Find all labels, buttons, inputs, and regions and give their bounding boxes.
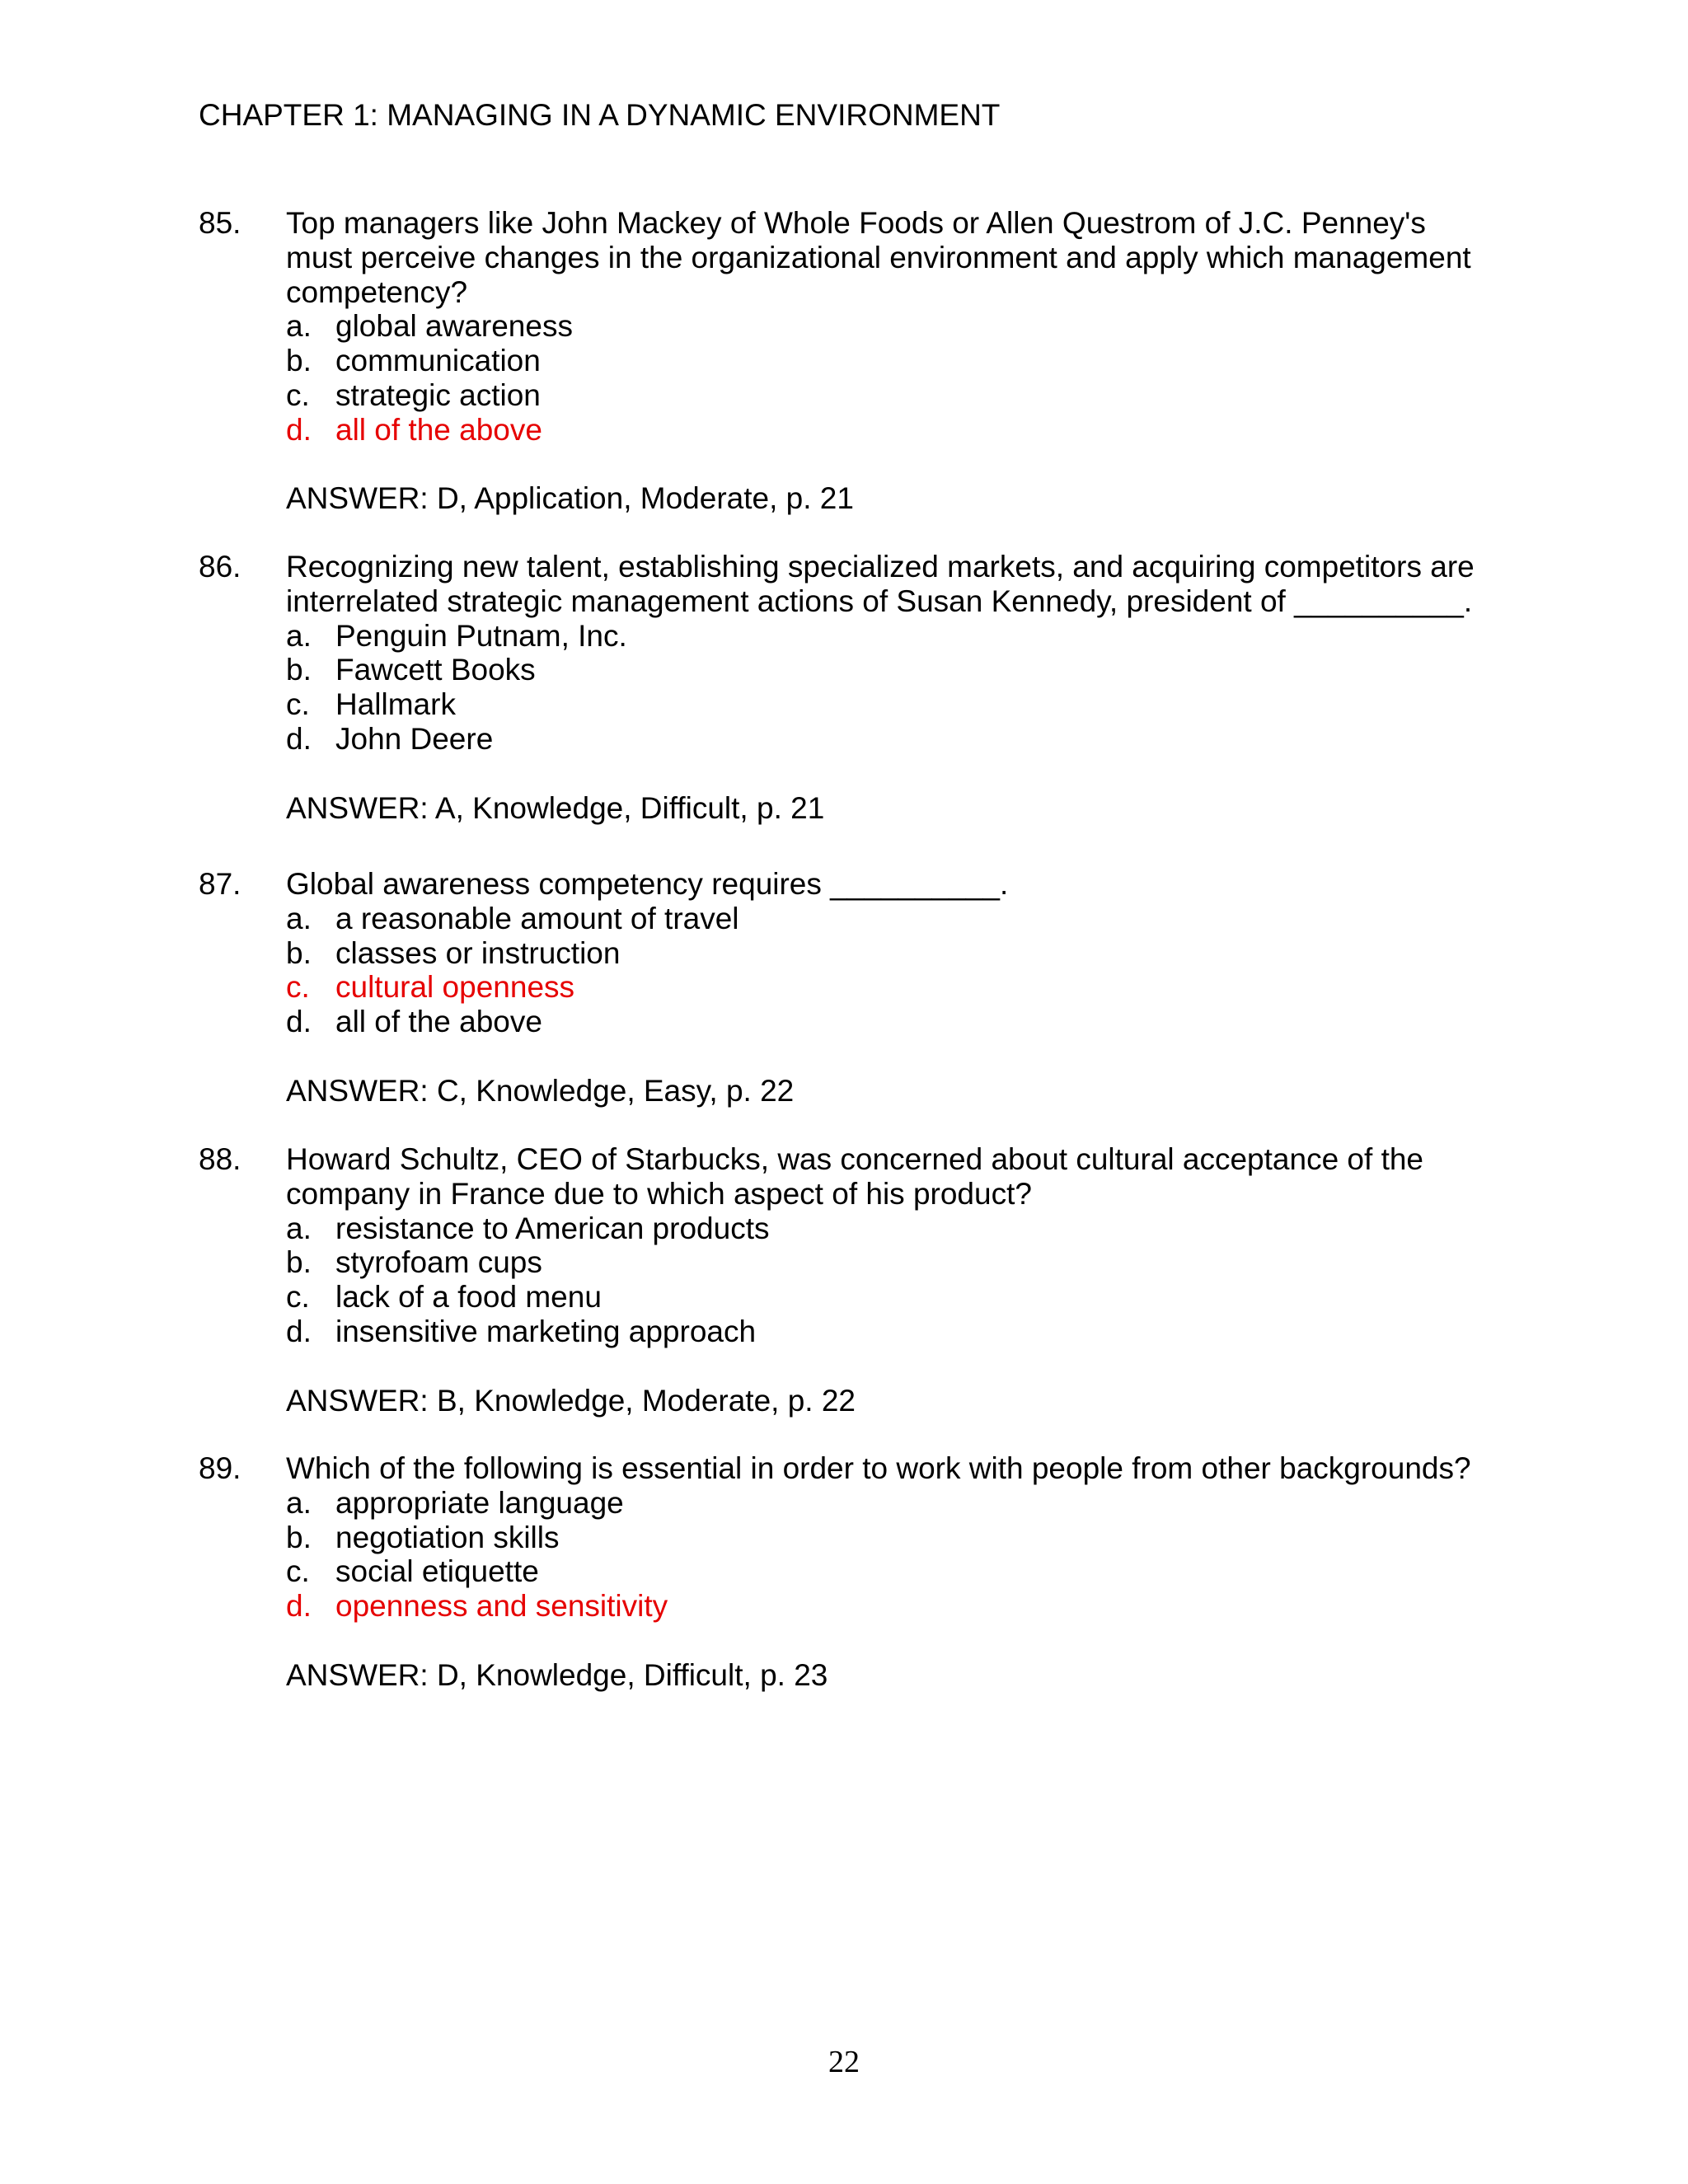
option-letter: b. — [286, 935, 312, 970]
option-text: negotiation skills — [335, 1520, 560, 1554]
question-body — [286, 867, 1493, 1108]
option-letter: d. — [286, 412, 312, 447]
answer-line: ANSWER: D, Knowledge, Difficult, p. 23 — [286, 1657, 828, 1692]
option-b — [286, 1521, 1493, 1555]
option-c — [286, 1554, 1493, 1589]
option-letter: c. — [286, 1280, 310, 1315]
question-88 — [199, 1142, 1493, 1418]
question-89 — [199, 1451, 1493, 1693]
option-letter: c. — [286, 377, 310, 412]
option-b — [286, 344, 1493, 378]
answer-line: ANSWER: D, Application, Moderate, p. 21 — [286, 481, 854, 516]
option-text: Penguin Putnam, Inc. — [335, 618, 627, 653]
chapter-title: CHAPTER 1: MANAGING IN A DYNAMIC ENVIRONMENT — [199, 98, 1001, 132]
option-letter: d. — [286, 1314, 312, 1348]
option-text: all of the above — [335, 412, 542, 447]
question-text: Which of the following is essential in order to work with people from other backgrounds? — [286, 1451, 1471, 1485]
option-text: classes or instruction — [335, 935, 621, 970]
question-number: 86. — [199, 550, 241, 583]
option-letter: c. — [286, 970, 310, 1005]
question-body — [286, 1142, 1493, 1418]
option-text: Hallmark — [335, 687, 456, 722]
option-text: openness and sensitivity — [335, 1589, 668, 1624]
option-a — [286, 902, 1493, 936]
question-87 — [199, 867, 1493, 1108]
question-text: Global awareness competency requires __________. — [286, 867, 1009, 901]
option-text: a reasonable amount of travel — [335, 901, 739, 935]
answer-line: ANSWER: C, Knowledge, Easy, p. 22 — [286, 1073, 795, 1108]
option-letter: c. — [286, 1554, 310, 1589]
option-text: Fawcett Books — [335, 653, 536, 687]
option-c — [286, 687, 1493, 722]
option-text: social etiquette — [335, 1554, 539, 1589]
option-letter: c. — [286, 687, 310, 722]
option-text: cultural openness — [335, 970, 575, 1005]
option-text: styrofoam cups — [335, 1245, 542, 1280]
option-c-correct — [286, 970, 1493, 1005]
option-text: lack of a food menu — [335, 1280, 602, 1315]
option-b — [286, 653, 1493, 687]
option-letter: a. — [286, 1485, 312, 1520]
option-d-correct — [286, 413, 1493, 448]
option-letter: b. — [286, 653, 312, 687]
option-d — [286, 722, 1493, 757]
question-number: 85. — [199, 206, 241, 240]
option-letter: a. — [286, 1211, 312, 1245]
answer-line: ANSWER: A, Knowledge, Difficult, p. 21 — [286, 790, 825, 825]
question-body — [286, 550, 1493, 825]
question-body — [286, 1451, 1493, 1693]
option-letter: a. — [286, 309, 312, 344]
question-86 — [199, 550, 1493, 825]
question-85 — [199, 206, 1493, 516]
option-text: resistance to American products — [335, 1211, 770, 1245]
question-number: 88. — [199, 1142, 241, 1176]
option-c — [286, 378, 1493, 413]
option-list — [286, 1212, 1493, 1349]
question-number: 89. — [199, 1451, 241, 1485]
option-text: global awareness — [335, 309, 573, 344]
question-text: Howard Schultz, CEO of Starbucks, was concerned about cultural acceptance of the company in France due to which aspect of his product? — [286, 1142, 1424, 1211]
option-text: strategic action — [335, 377, 541, 412]
question-body — [286, 206, 1493, 516]
question-text: Top managers like John Mackey of Whole Foods or Allen Questrom of J.C. Penney's must perceive changes in the organizational environment and apply which management competency? — [286, 206, 1471, 309]
option-letter: b. — [286, 1520, 312, 1554]
option-text: communication — [335, 344, 541, 378]
question-text: Recognizing new talent, establishing specialized markets, and acquiring competitors are interrelated strategic management actions of Susan Kennedy, president of __________. — [286, 550, 1475, 618]
option-c — [286, 1280, 1493, 1315]
option-letter: b. — [286, 344, 312, 378]
option-a — [286, 1486, 1493, 1521]
option-b — [286, 1245, 1493, 1280]
option-d — [286, 1315, 1493, 1349]
option-a — [286, 1212, 1493, 1246]
option-letter: b. — [286, 1245, 312, 1280]
option-list — [286, 619, 1493, 757]
answer-line: ANSWER: B, Knowledge, Moderate, p. 22 — [286, 1383, 856, 1418]
option-letter: d. — [286, 1005, 312, 1039]
option-letter: d. — [286, 721, 312, 756]
option-text: insensitive marketing approach — [335, 1314, 757, 1348]
option-letter: d. — [286, 1589, 312, 1624]
option-d — [286, 1005, 1493, 1039]
option-letter: a. — [286, 901, 312, 935]
option-a — [286, 309, 1493, 344]
option-text: appropriate language — [335, 1485, 624, 1520]
option-b — [286, 936, 1493, 971]
option-text: John Deere — [335, 721, 494, 756]
page-number: 22 — [828, 2045, 860, 2079]
option-letter: a. — [286, 618, 312, 653]
option-a — [286, 619, 1493, 654]
option-list — [286, 309, 1493, 447]
option-list — [286, 902, 1493, 1039]
option-list — [286, 1486, 1493, 1624]
question-number: 87. — [199, 867, 241, 901]
option-d-correct — [286, 1589, 1493, 1624]
option-text: all of the above — [335, 1005, 542, 1039]
